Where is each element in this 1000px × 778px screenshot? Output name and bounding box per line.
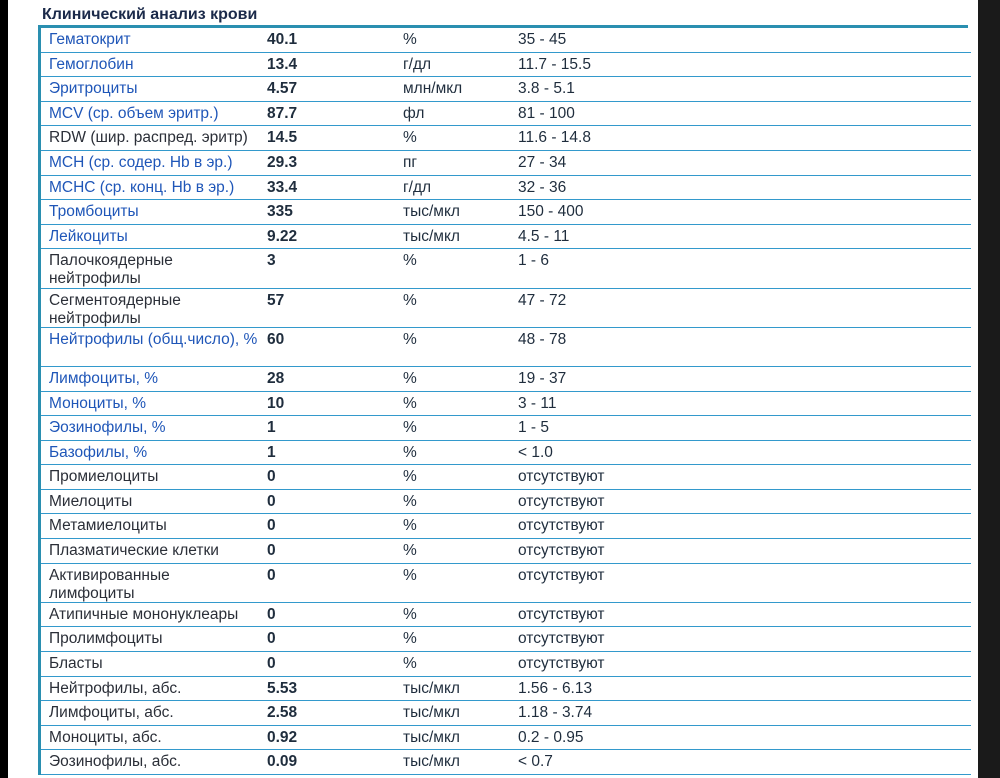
background-edge bbox=[978, 0, 1000, 778]
table-row bbox=[41, 490, 971, 515]
test-unit: % bbox=[403, 492, 417, 510]
test-value: 0.92 bbox=[267, 728, 298, 746]
table-row bbox=[41, 392, 971, 417]
test-value: 2.58 bbox=[267, 704, 298, 722]
test-value: 0 bbox=[267, 492, 276, 510]
table-row bbox=[41, 28, 971, 53]
table-row bbox=[41, 289, 971, 328]
test-name: Базофилы, % bbox=[49, 443, 148, 461]
test-name: Сегментоядерные нейтрофилы bbox=[49, 291, 181, 327]
test-name: Тромбоциты bbox=[49, 203, 139, 221]
test-name: RDW (шир. распред. эритр) bbox=[49, 129, 248, 147]
table-row bbox=[41, 77, 971, 102]
test-value: 87.7 bbox=[267, 104, 298, 122]
reference-range: 4.5 - 11 bbox=[518, 227, 570, 245]
test-unit: % bbox=[403, 655, 417, 673]
test-unit: пг bbox=[403, 153, 418, 171]
table-row bbox=[41, 677, 971, 702]
table-row bbox=[41, 652, 971, 677]
test-unit: г/дл bbox=[403, 178, 432, 196]
test-name: Атипичные мононуклеары bbox=[49, 605, 239, 623]
table-row bbox=[41, 225, 971, 250]
reference-range: 47 - 72 bbox=[518, 291, 567, 309]
test-value: 9.22 bbox=[267, 227, 298, 245]
table-row bbox=[41, 627, 971, 652]
test-name: Плазматические клетки bbox=[49, 542, 219, 560]
test-name: Промиелоциты bbox=[49, 468, 159, 486]
test-value: 60 bbox=[267, 330, 285, 348]
table-row bbox=[41, 465, 971, 490]
test-unit: % bbox=[403, 468, 417, 486]
table-row bbox=[41, 151, 971, 176]
test-value: 1 bbox=[267, 443, 276, 461]
test-unit: % bbox=[403, 566, 417, 584]
test-name: MCV (ср. объем эритр.) bbox=[49, 104, 219, 122]
table-row bbox=[41, 726, 971, 751]
test-value: 28 bbox=[267, 369, 285, 387]
test-unit: тыс/мкл bbox=[403, 227, 460, 245]
reference-range: < 1.0 bbox=[518, 443, 553, 461]
test-name: Пролимфоциты bbox=[49, 630, 163, 648]
reference-range: 32 - 36 bbox=[518, 178, 567, 196]
test-name: Эритроциты bbox=[49, 80, 138, 98]
test-name: Моноциты, абс. bbox=[49, 728, 162, 746]
test-unit: % bbox=[403, 419, 417, 437]
reference-range: отсутствуют bbox=[518, 630, 605, 648]
table-row bbox=[41, 416, 971, 441]
table-row bbox=[41, 328, 971, 367]
reference-range: 1.56 - 6.13 bbox=[518, 679, 593, 697]
reference-range: 1 - 5 bbox=[518, 419, 550, 437]
test-name: MCH (ср. содер. Hb в эр.) bbox=[49, 153, 233, 171]
table-row bbox=[41, 249, 971, 288]
test-unit: тыс/мкл bbox=[403, 704, 460, 722]
test-unit: % bbox=[403, 330, 417, 348]
test-value: 0 bbox=[267, 655, 276, 673]
test-name: Гематокрит bbox=[49, 31, 131, 48]
table-row bbox=[41, 126, 971, 151]
test-unit: % bbox=[403, 517, 417, 535]
test-name: Эозинофилы, % bbox=[49, 419, 166, 437]
test-value: 0.09 bbox=[267, 753, 298, 771]
reference-range: отсутствуют bbox=[518, 542, 605, 560]
test-unit: % bbox=[403, 369, 417, 387]
table-row bbox=[41, 176, 971, 201]
reference-range: 150 - 400 bbox=[518, 203, 584, 221]
lab-report-sheet bbox=[8, 0, 978, 778]
test-unit: % bbox=[403, 443, 417, 461]
test-value: 0 bbox=[267, 468, 276, 486]
test-value: 14.5 bbox=[267, 129, 298, 147]
reference-range: 35 - 45 bbox=[518, 31, 567, 48]
test-value: 33.4 bbox=[267, 178, 298, 196]
test-value: 4.57 bbox=[267, 80, 298, 98]
reference-range: 1.18 - 3.74 bbox=[518, 704, 593, 722]
reference-range: 27 - 34 bbox=[518, 153, 567, 171]
test-unit: % bbox=[403, 542, 417, 560]
table-row bbox=[41, 564, 971, 603]
test-value: 10 bbox=[267, 394, 285, 412]
test-unit: % bbox=[403, 252, 417, 270]
results-table bbox=[38, 28, 971, 775]
reference-range: 19 - 37 bbox=[518, 369, 567, 387]
test-name: Лимфоциты, абс. bbox=[49, 704, 174, 722]
test-value: 0 bbox=[267, 630, 276, 648]
test-name: Бласты bbox=[49, 655, 103, 673]
table-row bbox=[41, 200, 971, 225]
test-value: 0 bbox=[267, 566, 276, 584]
test-name: Активированные лимфоциты bbox=[49, 566, 170, 602]
test-name: Нейтрофилы (общ.число), % bbox=[49, 330, 258, 348]
test-value: 13.4 bbox=[267, 55, 298, 73]
reference-range: 11.7 - 15.5 bbox=[518, 55, 591, 73]
reference-range: 0.2 - 0.95 bbox=[518, 728, 584, 746]
reference-range: отсутствуют bbox=[518, 566, 605, 584]
test-value: 40.1 bbox=[267, 31, 298, 48]
test-unit: % bbox=[403, 394, 417, 412]
table-row bbox=[41, 441, 971, 466]
table-row bbox=[41, 367, 971, 392]
test-value: 1 bbox=[267, 419, 276, 437]
test-unit: % bbox=[403, 31, 417, 48]
test-value: 0 bbox=[267, 605, 276, 623]
test-value: 57 bbox=[267, 291, 285, 309]
test-unit: % bbox=[403, 630, 417, 648]
test-name: MCHC (ср. конц. Hb в эр.) bbox=[49, 178, 235, 196]
test-name: Нейтрофилы, абс. bbox=[49, 679, 182, 697]
table-row bbox=[41, 701, 971, 726]
test-name: Гемоглобин bbox=[49, 55, 134, 73]
section-title: Клинический анализ крови bbox=[38, 4, 968, 28]
table-row bbox=[41, 102, 971, 127]
test-unit: тыс/мкл bbox=[403, 203, 460, 221]
reference-range: 11.6 - 14.8 bbox=[518, 129, 591, 147]
test-name: Палочкоядерные нейтрофилы bbox=[49, 252, 173, 288]
reference-range: отсутствуют bbox=[518, 492, 605, 510]
test-name: Миелоциты bbox=[49, 492, 133, 510]
table-row bbox=[41, 750, 971, 775]
test-value: 5.53 bbox=[267, 679, 298, 697]
reference-range: 3.8 - 5.1 bbox=[518, 80, 575, 98]
test-name: Лейкоциты bbox=[49, 227, 128, 245]
reference-range: отсутствуют bbox=[518, 605, 605, 623]
test-unit: млн/мкл bbox=[403, 80, 463, 98]
test-unit: тыс/мкл bbox=[403, 728, 460, 746]
reference-range: < 0.7 bbox=[518, 753, 553, 771]
table-row bbox=[41, 514, 971, 539]
test-unit: % bbox=[403, 129, 417, 147]
test-unit: % bbox=[403, 291, 417, 309]
test-name: Эозинофилы, абс. bbox=[49, 753, 182, 771]
test-unit: тыс/мкл bbox=[403, 679, 460, 697]
test-unit: % bbox=[403, 605, 417, 623]
table-row bbox=[41, 603, 971, 628]
reference-range: 1 - 6 bbox=[518, 252, 550, 270]
test-value: 0 bbox=[267, 517, 276, 535]
reference-range: 81 - 100 bbox=[518, 104, 575, 122]
reference-range: отсутствуют bbox=[518, 517, 605, 535]
test-unit: г/дл bbox=[403, 55, 432, 73]
test-unit: тыс/мкл bbox=[403, 753, 460, 771]
reference-range: 3 - 11 bbox=[518, 394, 557, 412]
reference-range: отсутствуют bbox=[518, 655, 605, 673]
test-name: Метамиелоциты bbox=[49, 517, 167, 535]
test-name: Лимфоциты, % bbox=[49, 369, 159, 387]
test-value: 0 bbox=[267, 542, 276, 560]
table-row bbox=[41, 53, 971, 78]
test-name: Моноциты, % bbox=[49, 394, 147, 412]
test-value: 3 bbox=[267, 252, 276, 270]
reference-range: отсутствуют bbox=[518, 468, 605, 486]
test-unit: фл bbox=[403, 104, 425, 122]
test-value: 29.3 bbox=[267, 153, 298, 171]
test-value: 335 bbox=[267, 203, 293, 221]
reference-range: 48 - 78 bbox=[518, 330, 567, 348]
table-row bbox=[41, 539, 971, 564]
